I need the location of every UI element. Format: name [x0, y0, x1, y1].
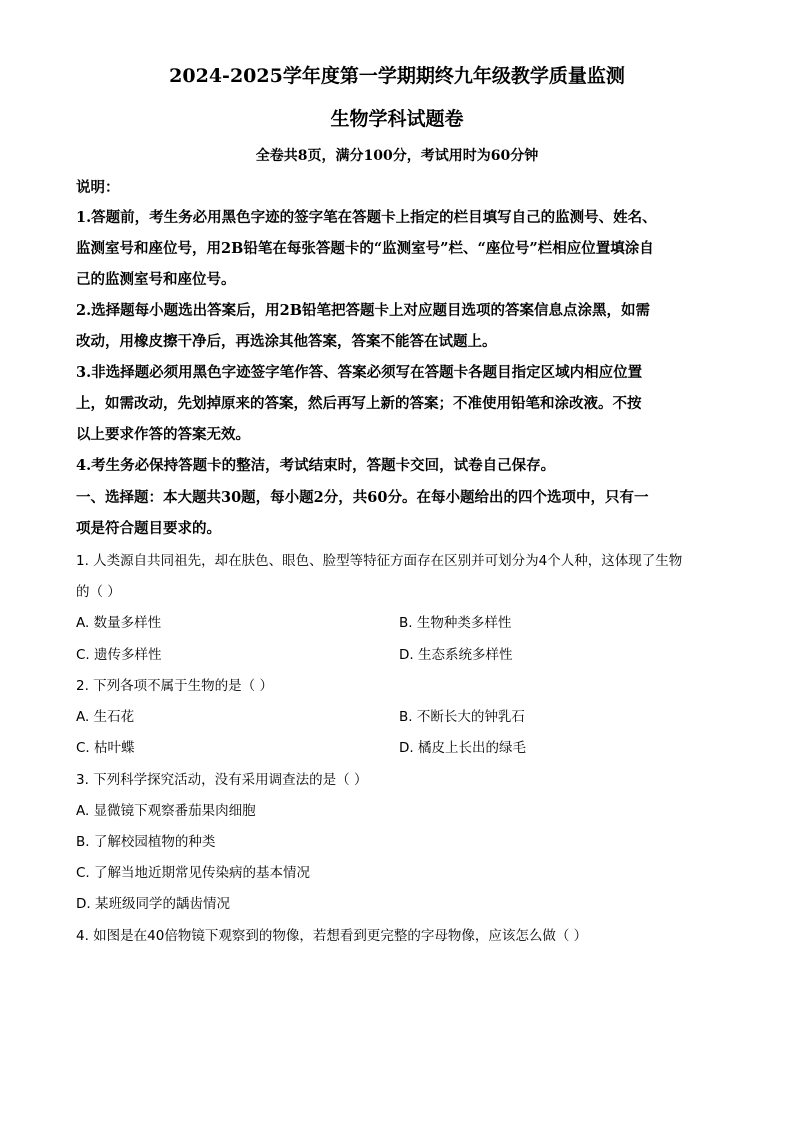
option-a: A. 生石花 — [76, 709, 135, 725]
instructions-label: 说明： — [76, 179, 120, 196]
question-stem: 的（ ） — [76, 584, 121, 600]
instruction-line: 2.选择题每小题选出答案后，用2B铅笔把答题卡上对应题目选项的答案信息点涂黑，如需 — [76, 302, 650, 319]
question-stem: 2. 下列各项不属于生物的是（ ） — [76, 678, 273, 694]
instruction-line: 监测室号和座位号，用2B铅笔在每张答题卡的“监测室号”栏、“座位号”栏相应位置填涂自 — [76, 240, 654, 257]
subject-title: 生物学科试题卷 — [330, 108, 464, 130]
instruction-line: 1.答题前，考生务必用黑色字迹的签字笔在答题卡上指定的栏目填写自己的监测号、姓名、 — [76, 209, 657, 226]
option-a: A. 数量多样性 — [76, 615, 162, 631]
option-d: D. 橘皮上长出的绿毛 — [399, 740, 526, 756]
section-heading: 一、选择题：本大题共30题，每小题2分，共60分。在每小题给出的四个选项中，只有一 — [76, 489, 649, 506]
instruction-line: 改动，用橡皮擦干净后，再选涂其他答案，答案不能答在试题上。 — [76, 333, 497, 350]
option-c: C. 了解当地近期常见传染病的基本情况 — [76, 865, 311, 881]
instruction-line: 上，如需改动，先划掉原来的答案，然后再写上新的答案；不准使用铅笔和涂改液。不按 — [76, 395, 642, 412]
instruction-line: 4.考生务必保持答题卡的整洁，考试结束时，答题卡交回，试卷自己保存。 — [76, 457, 556, 474]
option-c: C. 枯叶蝶 — [76, 740, 135, 756]
instruction-line: 以上要求作答的答案无效。 — [76, 426, 250, 443]
option-b: B. 不断长大的钟乳石 — [399, 709, 525, 725]
instruction-line: 己的监测室号和座位号。 — [76, 271, 236, 288]
question-stem: 1. 人类源自共同祖先，却在肤色、眼色、脸型等特征方面存在区别并可划分为4个人种，这体现了生物 — [76, 553, 683, 569]
option-b: B. 了解校园植物的种类 — [76, 834, 216, 850]
option-a: A. 显微镜下观察番茄果肉细胞 — [76, 803, 256, 819]
exam-title: 2024-2025学年度第一学期期终九年级教学质量监测 — [169, 65, 625, 87]
exam-subtitle: 全卷共8页，满分100分，考试用时为60分钟 — [255, 148, 539, 164]
question-stem: 3. 下列科学探究活动，没有采用调查法的是（ ） — [76, 772, 368, 788]
question-stem: 4. 如图是在40倍物镜下观察到的物像，若想看到更完整的字母物像，应该怎么做（ ） — [76, 928, 588, 944]
option-d: D. 生态系统多样性 — [399, 647, 513, 663]
instruction-line: 3.非选择题必须用黑色字迹签字笔作答、答案必须写在答题卡各题目指定区域内相应位置 — [76, 364, 643, 381]
section-heading: 项是符合题目要求的。 — [76, 520, 221, 537]
option-d: D. 某班级同学的龋齿情况 — [76, 896, 230, 912]
option-b: B. 生物种类多样性 — [399, 615, 512, 631]
option-c: C. 遗传多样性 — [76, 647, 162, 663]
